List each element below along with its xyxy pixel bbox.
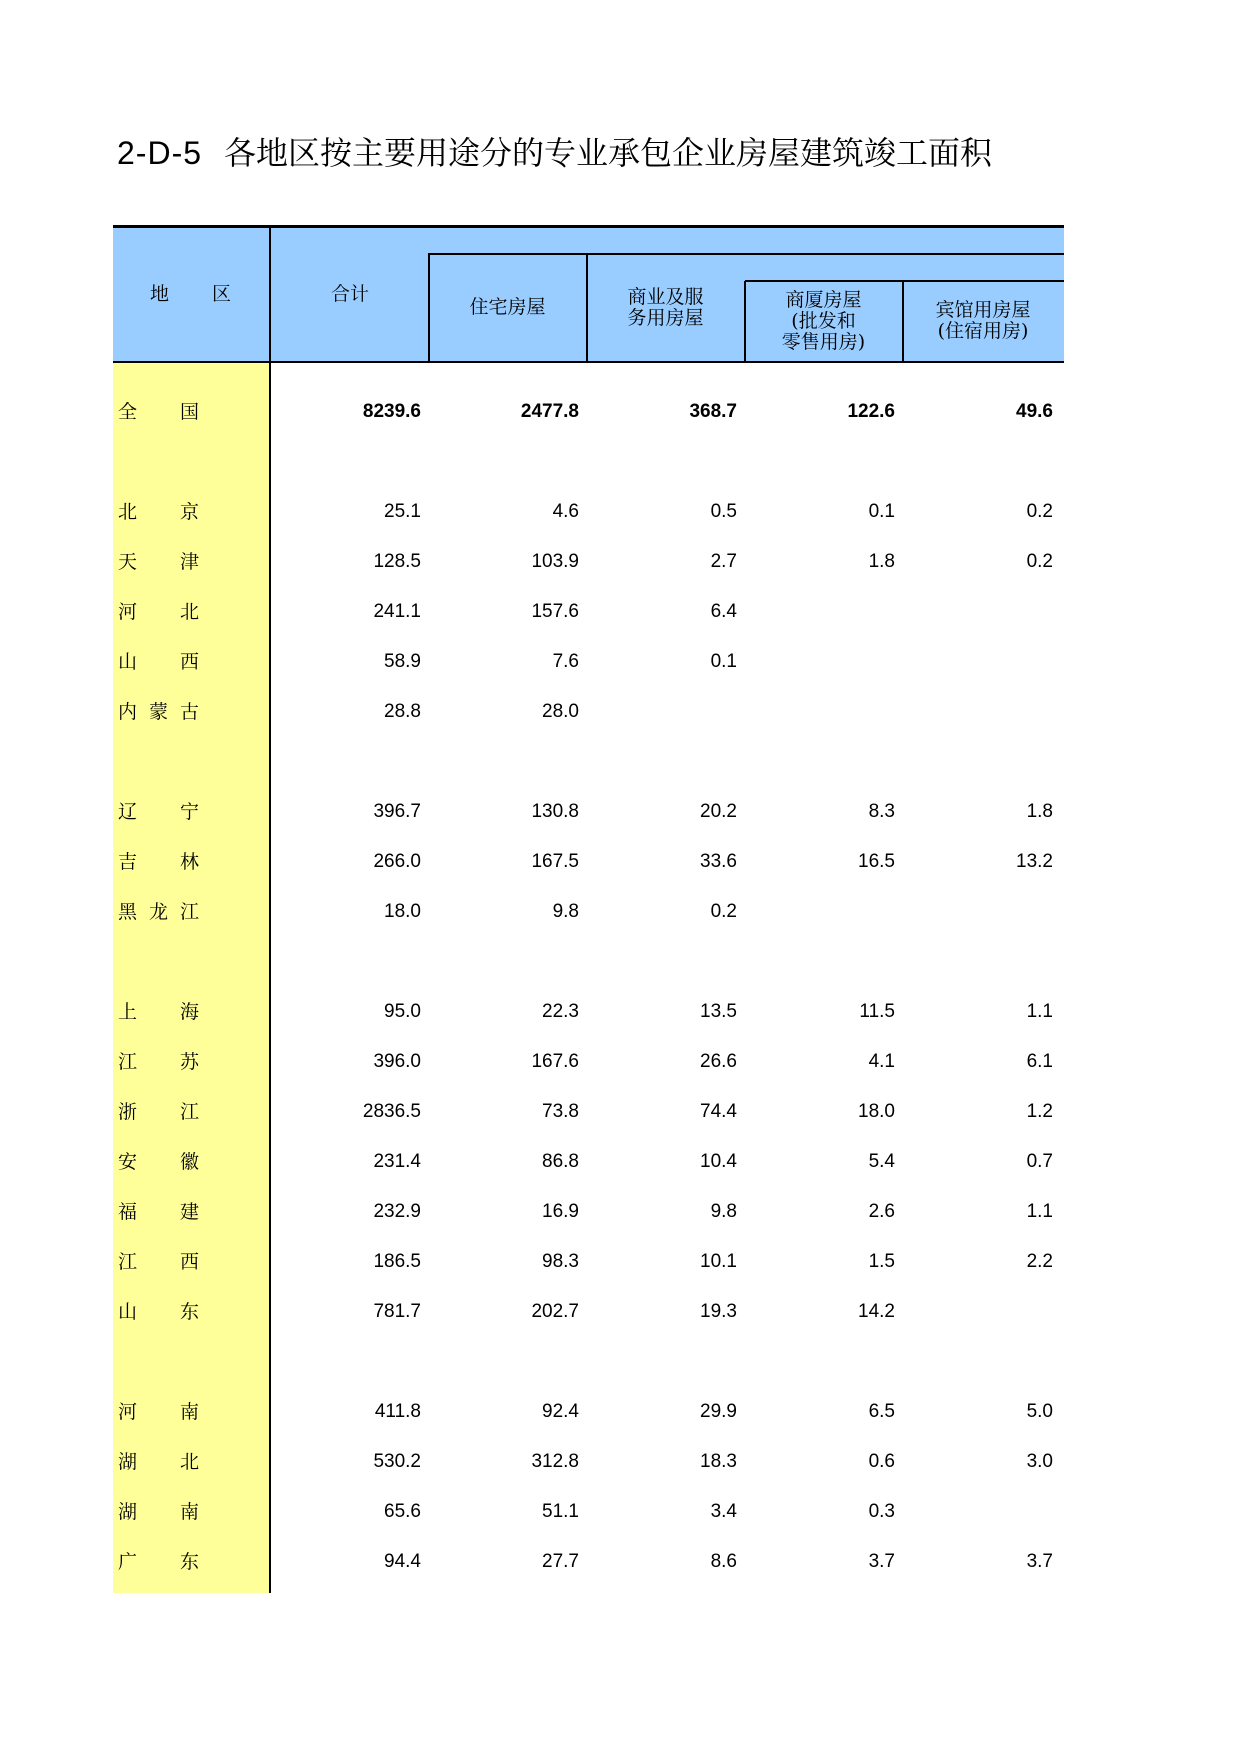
region-char: 江 bbox=[118, 1251, 138, 1273]
region-char: 安 bbox=[118, 1151, 138, 1173]
region-char: 湖 bbox=[118, 1451, 138, 1473]
cell-total: 8239.6 bbox=[362, 401, 421, 422]
cell-commercial bbox=[587, 697, 737, 727]
row-region bbox=[118, 1397, 208, 1427]
cell-commercial: 10.4 bbox=[700, 1151, 737, 1172]
region-char: 浙 bbox=[118, 1101, 138, 1123]
cell-shopping: 8.3 bbox=[868, 801, 895, 822]
cell-hotel: 0.7 bbox=[1026, 1151, 1053, 1172]
cell-hotel: 0.2 bbox=[1026, 551, 1053, 572]
region-char: 吉 bbox=[118, 851, 138, 873]
table-row bbox=[113, 1097, 1064, 1127]
region-char: 南 bbox=[180, 1501, 200, 1523]
header-divider-4 bbox=[902, 281, 904, 362]
cell-shopping: 18.0 bbox=[858, 1101, 895, 1122]
cell-total: 128.5 bbox=[373, 551, 421, 572]
header-bottom-border bbox=[113, 361, 1064, 363]
cell-residential: 7.6 bbox=[552, 651, 579, 672]
cell-total: 18.0 bbox=[384, 901, 421, 922]
cell-shopping: 1.5 bbox=[868, 1251, 895, 1272]
cell-residential: 4.6 bbox=[552, 501, 579, 522]
cell-shopping: 6.5 bbox=[868, 1401, 895, 1422]
header-shopping: 商厦房屋 (批发和 零售用房) bbox=[781, 289, 866, 353]
region-char: 西 bbox=[180, 1251, 200, 1273]
header-hotel: 宾馆用房屋 (住宿用房) bbox=[935, 299, 1031, 342]
cell-hotel bbox=[903, 1297, 1053, 1327]
table-row bbox=[113, 1497, 1064, 1527]
page-title bbox=[117, 128, 992, 174]
region-char: 江 bbox=[118, 1051, 138, 1073]
cell-total: 65.6 bbox=[384, 1501, 421, 1522]
table-row bbox=[113, 1447, 1064, 1477]
row-region bbox=[118, 697, 208, 727]
cell-shopping: 16.5 bbox=[858, 851, 895, 872]
region-char: 全 bbox=[118, 401, 138, 423]
region-char: 内 bbox=[118, 701, 138, 723]
region-char: 西 bbox=[180, 651, 200, 673]
region-char: 龙 bbox=[149, 901, 169, 923]
table-row bbox=[113, 897, 1064, 927]
cell-total: 186.5 bbox=[373, 1251, 421, 1272]
cell-commercial: 0.1 bbox=[710, 651, 737, 672]
cell-total: 530.2 bbox=[373, 1451, 421, 1472]
cell-shopping bbox=[745, 697, 895, 727]
cell-hotel: 1.1 bbox=[1026, 1001, 1053, 1022]
cell-commercial: 368.7 bbox=[689, 401, 737, 422]
cell-commercial: 2.7 bbox=[710, 551, 737, 572]
table-row bbox=[113, 497, 1064, 527]
row-region bbox=[118, 1297, 208, 1327]
cell-commercial: 20.2 bbox=[700, 801, 737, 822]
cell-residential: 16.9 bbox=[542, 1201, 579, 1222]
cell-shopping: 122.6 bbox=[847, 401, 895, 422]
cell-total: 95.0 bbox=[384, 1001, 421, 1022]
cell-residential: 130.8 bbox=[531, 801, 579, 822]
cell-residential: 51.1 bbox=[542, 1501, 579, 1522]
cell-hotel: 0.2 bbox=[1026, 501, 1053, 522]
region-char: 天 bbox=[118, 551, 138, 573]
cell-hotel bbox=[903, 597, 1053, 627]
table-row bbox=[113, 647, 1064, 677]
region-char: 国 bbox=[180, 401, 200, 423]
cell-total: 94.4 bbox=[384, 1551, 421, 1572]
cell-hotel: 3.0 bbox=[1026, 1451, 1053, 1472]
region-char: 湖 bbox=[118, 1501, 138, 1523]
cell-hotel: 3.7 bbox=[1026, 1551, 1053, 1572]
cell-hotel bbox=[903, 1497, 1053, 1527]
table-row bbox=[113, 1547, 1064, 1577]
region-char: 北 bbox=[118, 501, 138, 523]
region-char: 江 bbox=[180, 901, 200, 923]
cell-shopping: 0.6 bbox=[868, 1451, 895, 1472]
row-region bbox=[118, 1147, 208, 1177]
cell-commercial: 0.2 bbox=[710, 901, 737, 922]
region-char: 广 bbox=[118, 1551, 138, 1573]
cell-commercial: 33.6 bbox=[700, 851, 737, 872]
cell-total: 28.8 bbox=[384, 701, 421, 722]
region-char: 山 bbox=[118, 1301, 138, 1323]
table-row bbox=[113, 1047, 1064, 1077]
cell-hotel: 5.0 bbox=[1026, 1401, 1053, 1422]
region-char: 北 bbox=[180, 601, 200, 623]
cell-commercial: 0.5 bbox=[710, 501, 737, 522]
table-row bbox=[113, 997, 1064, 1027]
cell-shopping: 1.8 bbox=[868, 551, 895, 572]
cell-commercial: 26.6 bbox=[700, 1051, 737, 1072]
header-sub-border-2 bbox=[745, 280, 1064, 282]
cell-shopping bbox=[745, 897, 895, 927]
header-divider-3 bbox=[744, 281, 746, 362]
region-char: 黑 bbox=[118, 901, 138, 923]
region-char: 河 bbox=[118, 601, 138, 623]
cell-commercial: 19.3 bbox=[700, 1301, 737, 1322]
cell-residential: 157.6 bbox=[531, 601, 579, 622]
header-residential: 住宅房屋 bbox=[469, 296, 546, 318]
region-char: 东 bbox=[180, 1551, 200, 1573]
cell-total: 411.8 bbox=[374, 1401, 421, 1422]
region-char: 辽 bbox=[118, 801, 138, 823]
cell-hotel: 2.2 bbox=[1026, 1251, 1053, 1272]
cell-total: 2836.5 bbox=[362, 1101, 421, 1122]
cell-commercial: 6.4 bbox=[710, 601, 737, 622]
region-char: 海 bbox=[180, 1001, 200, 1023]
cell-commercial: 9.8 bbox=[710, 1201, 737, 1222]
table-title-text: 各地区按主要用途分的专业承包企业房屋建筑竣工面积 bbox=[224, 134, 993, 172]
cell-residential: 103.9 bbox=[531, 551, 579, 572]
cell-residential: 2477.8 bbox=[520, 401, 579, 422]
cell-total: 396.0 bbox=[373, 1051, 421, 1072]
header-total: 合计 bbox=[330, 283, 369, 305]
cell-total: 781.7 bbox=[373, 1301, 421, 1322]
row-region bbox=[118, 1497, 208, 1527]
header-divider-2 bbox=[586, 254, 588, 362]
row-region bbox=[118, 647, 208, 677]
cell-residential: 9.8 bbox=[552, 901, 579, 922]
cell-residential: 92.4 bbox=[542, 1401, 579, 1422]
region-char: 福 bbox=[118, 1201, 138, 1223]
row-region bbox=[118, 1097, 208, 1127]
cell-hotel bbox=[903, 647, 1053, 677]
cell-shopping: 4.1 bbox=[868, 1051, 895, 1072]
header-divider-1 bbox=[428, 254, 430, 362]
table-row bbox=[113, 847, 1064, 877]
cell-residential: 167.5 bbox=[531, 851, 579, 872]
table-row bbox=[113, 1247, 1064, 1277]
cell-total: 231.4 bbox=[373, 1151, 421, 1172]
cell-shopping: 0.3 bbox=[868, 1501, 895, 1522]
cell-shopping bbox=[745, 647, 895, 677]
cell-commercial: 74.4 bbox=[700, 1101, 737, 1122]
region-char: 南 bbox=[180, 1401, 200, 1423]
table-row bbox=[113, 1147, 1064, 1177]
cell-total: 266.0 bbox=[373, 851, 421, 872]
region-char: 徽 bbox=[180, 1151, 200, 1173]
cell-commercial: 18.3 bbox=[700, 1451, 737, 1472]
row-region bbox=[118, 1047, 208, 1077]
cell-commercial: 13.5 bbox=[700, 1001, 737, 1022]
cell-residential: 27.7 bbox=[542, 1551, 579, 1572]
cell-hotel: 6.1 bbox=[1026, 1051, 1053, 1072]
region-char: 上 bbox=[118, 1001, 138, 1023]
row-region bbox=[118, 397, 208, 427]
cell-shopping: 0.1 bbox=[868, 501, 895, 522]
region-char: 古 bbox=[180, 701, 200, 723]
cell-shopping: 2.6 bbox=[868, 1201, 895, 1222]
region-char: 建 bbox=[180, 1201, 200, 1223]
cell-commercial: 29.9 bbox=[700, 1401, 737, 1422]
cell-shopping bbox=[745, 597, 895, 627]
cell-hotel: 1.8 bbox=[1026, 801, 1053, 822]
table-code: 2-D-5 bbox=[117, 135, 203, 171]
table-row bbox=[113, 1397, 1064, 1427]
row-region bbox=[118, 1547, 208, 1577]
row-region bbox=[118, 1447, 208, 1477]
row-region bbox=[118, 797, 208, 827]
cell-hotel: 1.2 bbox=[1026, 1101, 1053, 1122]
region-char: 东 bbox=[180, 1301, 200, 1323]
row-region bbox=[118, 547, 208, 577]
cell-residential: 73.8 bbox=[542, 1101, 579, 1122]
cell-shopping: 14.2 bbox=[858, 1301, 895, 1322]
cell-commercial: 10.1 bbox=[700, 1251, 737, 1272]
cell-hotel: 13.2 bbox=[1016, 851, 1053, 872]
region-char: 北 bbox=[180, 1451, 200, 1473]
header-commercial: 商业及服 务用房屋 bbox=[627, 286, 704, 329]
row-region bbox=[118, 497, 208, 527]
cell-hotel bbox=[903, 697, 1053, 727]
table-row bbox=[113, 597, 1064, 627]
cell-commercial: 8.6 bbox=[710, 1551, 737, 1572]
header-sub-border-1 bbox=[428, 253, 1064, 255]
table-row bbox=[113, 1197, 1064, 1227]
header-top-border bbox=[113, 225, 1064, 228]
region-char: 江 bbox=[180, 1101, 200, 1123]
region-char: 蒙 bbox=[149, 701, 169, 723]
row-region bbox=[118, 1247, 208, 1277]
cell-residential: 28.0 bbox=[542, 701, 579, 722]
cell-commercial: 3.4 bbox=[710, 1501, 737, 1522]
cell-residential: 22.3 bbox=[542, 1001, 579, 1022]
cell-total: 25.1 bbox=[384, 501, 421, 522]
cell-total: 58.9 bbox=[384, 651, 421, 672]
region-char: 京 bbox=[180, 501, 200, 523]
table-row bbox=[113, 697, 1064, 727]
cell-residential: 167.6 bbox=[531, 1051, 579, 1072]
row-region bbox=[118, 897, 208, 927]
cell-residential: 86.8 bbox=[542, 1151, 579, 1172]
table-row bbox=[113, 1297, 1064, 1327]
row-region bbox=[118, 997, 208, 1027]
row-region bbox=[118, 597, 208, 627]
table-row bbox=[113, 797, 1064, 827]
cell-residential: 202.7 bbox=[531, 1301, 579, 1322]
region-char: 山 bbox=[118, 651, 138, 673]
cell-hotel: 1.1 bbox=[1026, 1201, 1053, 1222]
cell-hotel bbox=[903, 897, 1053, 927]
region-char: 林 bbox=[180, 851, 200, 873]
region-char: 河 bbox=[118, 1401, 138, 1423]
cell-total: 241.1 bbox=[373, 601, 421, 622]
cell-shopping: 5.4 bbox=[868, 1151, 895, 1172]
cell-residential: 98.3 bbox=[542, 1251, 579, 1272]
cell-total: 232.9 bbox=[373, 1201, 421, 1222]
cell-hotel: 49.6 bbox=[1016, 401, 1053, 422]
row-region bbox=[118, 847, 208, 877]
table-row bbox=[113, 397, 1064, 427]
region-char: 宁 bbox=[180, 801, 200, 823]
cell-residential: 312.8 bbox=[531, 1451, 579, 1472]
cell-shopping: 11.5 bbox=[859, 1001, 895, 1022]
cell-total: 396.7 bbox=[373, 801, 421, 822]
row-region bbox=[118, 1197, 208, 1227]
cell-shopping: 3.7 bbox=[868, 1551, 895, 1572]
region-char: 苏 bbox=[180, 1051, 200, 1073]
table-row bbox=[113, 547, 1064, 577]
region-char: 津 bbox=[180, 551, 200, 573]
